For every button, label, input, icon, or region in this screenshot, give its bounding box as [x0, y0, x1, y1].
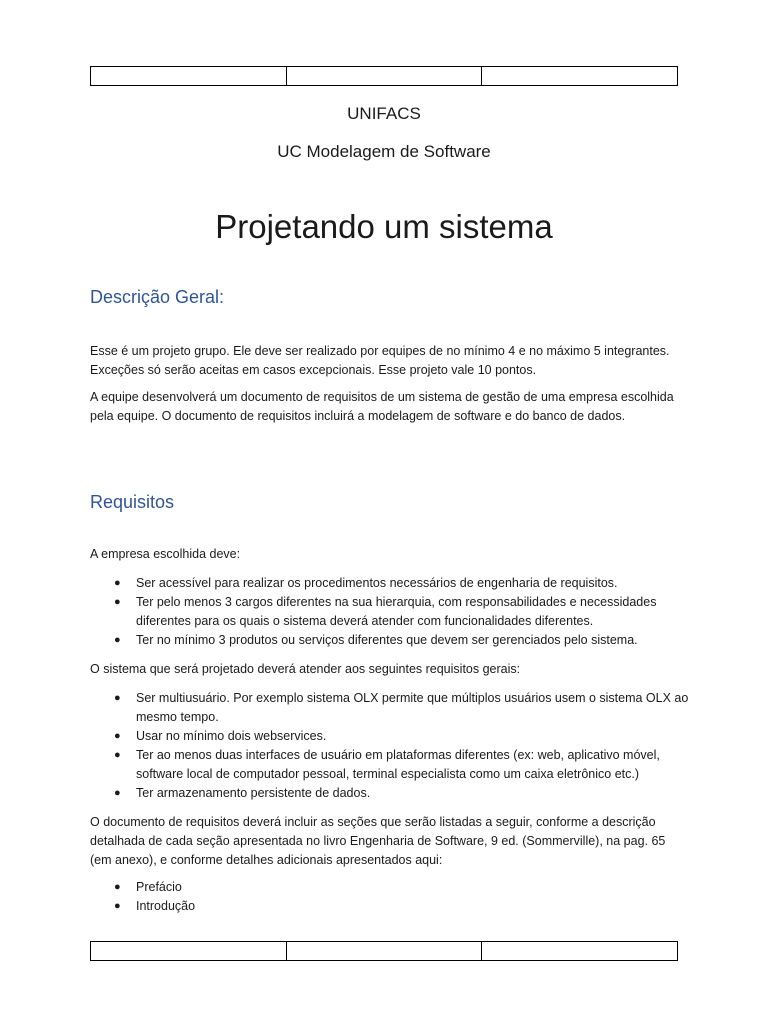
list-item-text: Ter no mínimo 3 produtos ou serviços diferentes que devem ser gerenciados pelo sistema. — [136, 633, 638, 647]
list-item-text: Introdução — [136, 899, 196, 913]
bullet-icon: ● — [114, 692, 121, 704]
bullet-icon: ● — [114, 730, 121, 742]
list-item — [90, 593, 690, 631]
paragraph-general-requirements: O sistema que será projetado deverá atender aos seguintes requisitos gerais: — [90, 662, 521, 676]
footer-cell-3 — [482, 942, 678, 961]
paragraph-company-intro: A empresa escolhida deve: — [90, 547, 241, 561]
header-cell-1 — [91, 67, 287, 86]
list-item-text: Usar no mínimo dois webservices. — [136, 729, 327, 743]
paragraph-document-sections: O documento de requisitos deverá incluir as seções que serão listadas a seguir, conforme a descrição detalhada de cada seção apresentada no livro Engenharia de Software, 9 ed. (Sommerville), na pag. 65 (em anexo), e conforme detalhes adicionais apresentados aqui: — [90, 815, 666, 867]
list-item-text: Ter ao menos duas interfaces de usuário em plataformas diferentes (ex: web, aplicativo móvel, software local de computador pessoal, terminal especialista como um caixa eletrônico etc.) — [136, 748, 660, 781]
header-cell-3 — [482, 67, 678, 86]
header-cell-2 — [286, 67, 482, 86]
list-item — [90, 784, 690, 803]
list-item — [90, 631, 690, 650]
bullet-icon: ● — [114, 881, 121, 893]
heading-requisitos: Requisitos — [90, 492, 175, 512]
bullet-icon: ● — [114, 596, 121, 608]
header-table — [90, 66, 678, 86]
list-item-text: Ter pelo menos 3 cargos diferentes na sua hierarquia, com responsabilidades e necessidades diferentes para os quais o sistema deverá atender com funcionalidades diferentes. — [136, 595, 657, 628]
institution-name: UNIFACS — [347, 104, 421, 123]
list-item — [90, 574, 690, 593]
footer-cell-1 — [91, 942, 287, 961]
paragraph-team-document: A equipe desenvolverá um documento de requisitos de um sistema de gestão de uma empresa escolhida pela equipe. O documento de requisitos incluirá a modelagem de software e do banco de dados. — [90, 390, 674, 423]
list-item-text: Ser acessível para realizar os procedimentos necessários de engenharia de requisitos. — [136, 576, 618, 590]
document-title: Projetando um sistema — [215, 208, 553, 245]
list-item — [90, 897, 690, 916]
heading-descricao-geral: Descrição Geral: — [90, 287, 225, 307]
bullet-icon: ● — [114, 787, 121, 799]
bullet-icon: ● — [114, 749, 121, 761]
footer-table — [90, 941, 678, 961]
list-item — [90, 878, 690, 897]
bullet-icon: ● — [114, 900, 121, 912]
list-item-text: Prefácio — [136, 880, 182, 894]
paragraph-project-group: Esse é um projeto grupo. Ele deve ser realizado por equipes de no mínimo 4 e no máximo 5 integrantes. Exceções só serão aceitas em casos excepcionais. Esse projeto vale 10 pontos. — [90, 344, 670, 377]
document-sections-list — [90, 878, 690, 916]
course-name: UC Modelagem de Software — [277, 142, 491, 161]
list-item-text: Ser multiusuário. Por exemplo sistema OLX permite que múltiplos usuários usem o sistema OLX ao mesmo tempo. — [136, 691, 689, 724]
list-item — [90, 727, 690, 746]
company-requirements-list — [90, 574, 690, 650]
footer-cell-2 — [286, 942, 482, 961]
bullet-icon: ● — [114, 577, 121, 589]
list-item-text: Ter armazenamento persistente de dados. — [136, 786, 371, 800]
list-item — [90, 689, 690, 727]
general-requirements-list — [90, 689, 690, 803]
bullet-icon: ● — [114, 634, 121, 646]
list-item — [90, 746, 690, 784]
